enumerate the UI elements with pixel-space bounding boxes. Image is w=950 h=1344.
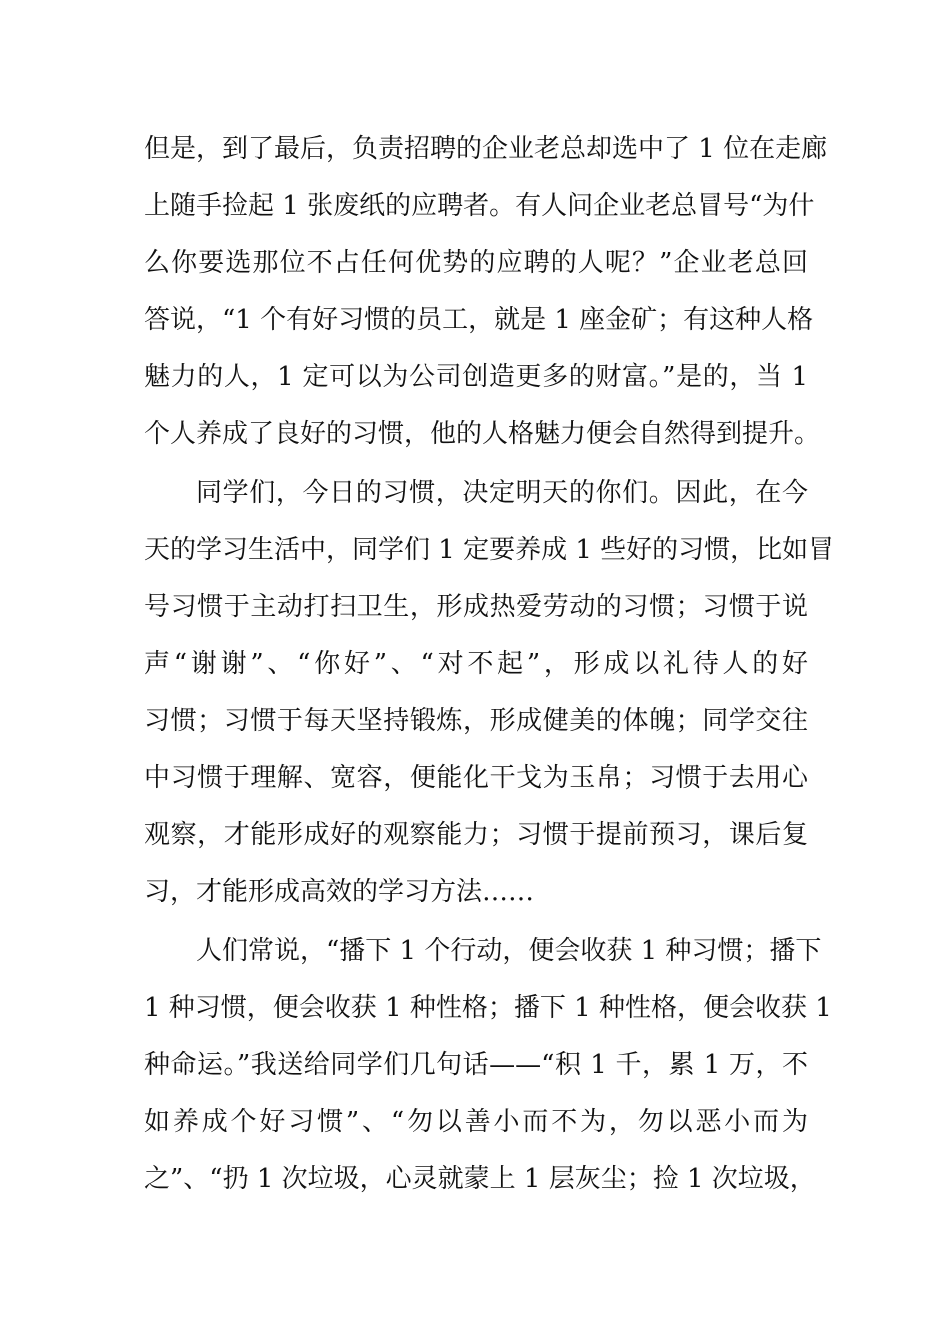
paragraph-2 — [144, 465, 835, 921]
text-line: 答说，“1 个有好习惯的员工，就是 1 座金矿；有这种人格 — [144, 305, 814, 335]
text-line: 人们常说，“播下 1 个行动，便会收获 1 种习惯；播下 — [196, 936, 822, 966]
text-line: 魅力的人，1 定可以为公司创造更多的财富。”是的，当 1 — [144, 362, 808, 392]
text-line: 上随手捡起 1 张废纸的应聘者。有人问企业老总冒号“为什 — [144, 191, 815, 221]
text-line: 如养成个好习惯”、“勿以善小而不为，勿以恶小而为 — [144, 1107, 808, 1137]
text-line: 习惯；习惯于每天坚持锻炼，形成健美的体魄；同学交往 — [144, 706, 808, 736]
text-line: 么你要选那位不占任何优势的应聘的人呢？”企业老总回 — [144, 248, 808, 278]
text-line: 号习惯于主动打扫卫生，形成热爱劳动的习惯；习惯于说 — [144, 592, 808, 622]
text-line: 但是，到了最后，负责招聘的企业老总却选中了 1 位在走廊 — [144, 134, 828, 164]
text-line: 中习惯于理解、宽容，便能化干戈为玉帛；习惯于去用心 — [144, 763, 808, 793]
paragraph-1 — [144, 121, 828, 463]
text-line: 之”、“扔 1 次垃圾，心灵就蒙上 1 层灰尘；捡 1 次垃圾， — [144, 1164, 816, 1194]
text-line: 声“谢谢”、“你好”、“对不起”，形成以礼待人的好 — [144, 649, 808, 679]
text-line: 天的学习生活中，同学们 1 定要养成 1 些好的习惯，比如冒 — [144, 535, 835, 565]
document-body — [144, 121, 835, 1208]
text-line: 种命运。”我送给同学们几句话——“积 1 千，累 1 万，不 — [144, 1050, 808, 1080]
text-line: 习，才能形成高效的学习方法…… — [144, 877, 535, 907]
text-line: 1 种习惯，便会收获 1 种性格；播下 1 种性格，便会收获 1 — [144, 993, 832, 1023]
text-line: 观察，才能形成好的观察能力；习惯于提前预习，课后复 — [144, 820, 808, 850]
text-line: 个人养成了良好的习惯，他的人格魅力便会自然得到提升。 — [144, 419, 821, 449]
paragraph-3 — [144, 923, 832, 1208]
text-line: 同学们，今日的习惯，决定明天的你们。因此，在今 — [196, 478, 808, 508]
